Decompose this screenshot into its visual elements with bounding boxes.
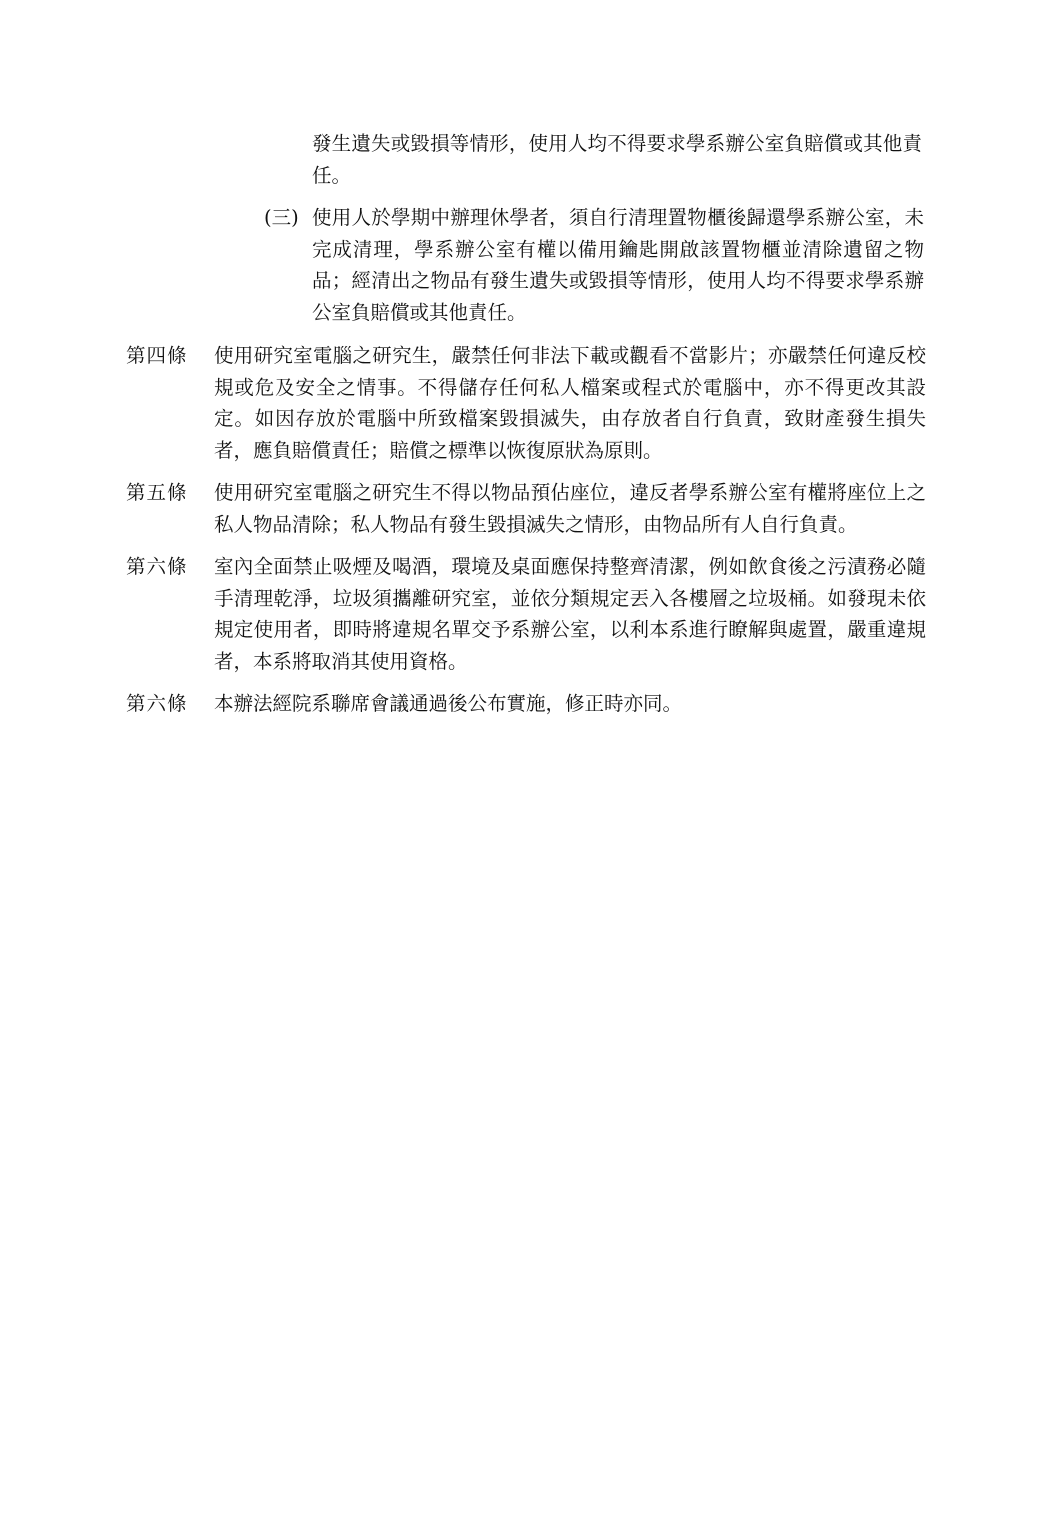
- article-text: 本辦法經院系聯席會議通過後公布實施，修正時亦同。: [214, 692, 683, 715]
- article-label: 第五條: [126, 481, 188, 504]
- article-label: 第六條: [126, 692, 188, 715]
- article-6-final: [126, 688, 926, 720]
- list-item-three: [264, 202, 924, 328]
- continued-paragraph: 發生遺失或毀損等情形，使用人均不得要求學系辦公室負賠償或其他責任。: [312, 132, 922, 187]
- article-text: 使用研究室電腦之研究生不得以物品預佔座位，違反者學系辦公室有權將座位上之私人物品清除；私人物品有發生毀損滅失之情形，由物品所有人自行負責。: [214, 481, 926, 536]
- list-item-number: (三): [264, 206, 299, 229]
- article-text: 室內全面禁止吸煙及喝酒，環境及桌面應保持整齊清潔，例如飲食後之污漬務必隨手清理乾淨，垃圾須攜離研究室，並依分類規定丟入各樓層之垃圾桶。如發現未依規定使用者，即時將違規名單交予系辦公室，以利本系進行瞭解與處置，嚴重違規者，本系將取消其使用資格。: [214, 555, 926, 673]
- article-5: [126, 477, 926, 540]
- article-4: [126, 340, 926, 466]
- list-item-text: 使用人於學期中辦理休學者，須自行清理置物櫃後歸還學系辦公室，未完成清理，學系辦公室有權以備用鑰匙開啟該置物櫃並清除遺留之物品；經清出之物品有發生遺失或毀損等情形，使用人均不得要求學系辦公室負賠償或其他責任。: [312, 206, 924, 324]
- article-label: 第四條: [126, 344, 188, 367]
- article-label: 第六條: [126, 555, 188, 578]
- article-text: 使用研究室電腦之研究生，嚴禁任何非法下載或觀看不當影片；亦嚴禁任何違反校規或危及安全之情事。不得儲存任何私人檔案或程式於電腦中，亦不得更改其設定。如因存放於電腦中所致檔案毀損滅失，由存放者自行負責，致財產發生損失者，應負賠償責任；賠償之標準以恢復原狀為原則。: [214, 344, 926, 462]
- document-body: [126, 128, 926, 720]
- article-6: [126, 551, 926, 677]
